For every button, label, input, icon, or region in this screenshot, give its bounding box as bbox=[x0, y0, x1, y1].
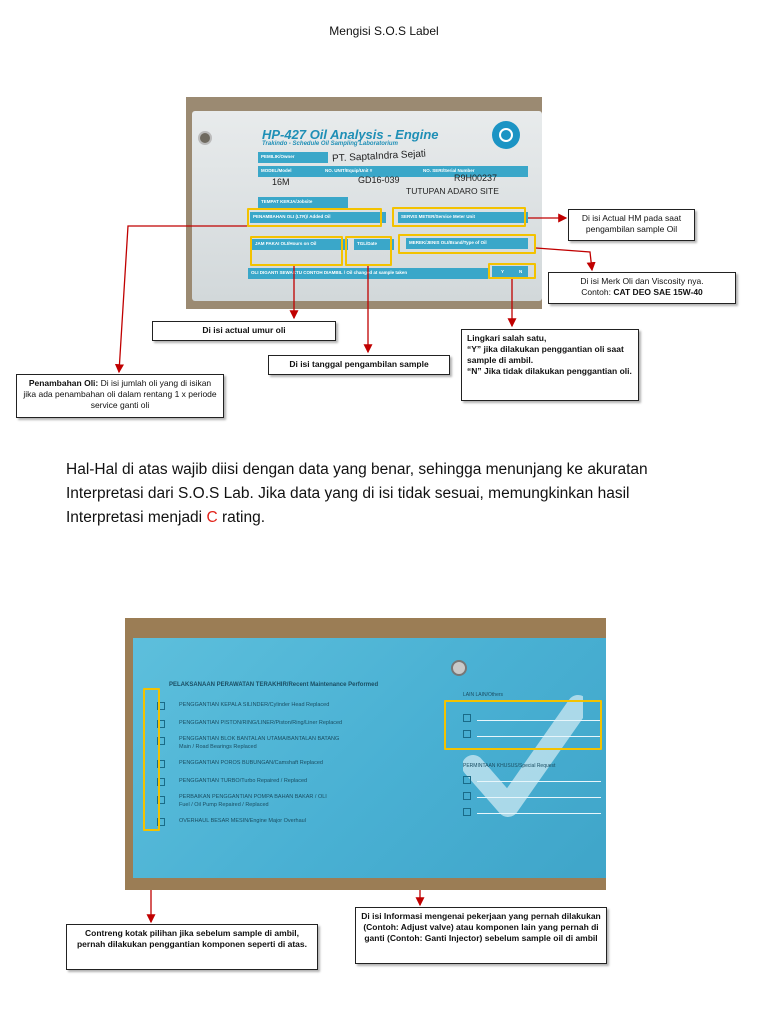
unit-value: GD16-039 bbox=[358, 175, 400, 185]
model-unit-serial-strip: MODEL/Model NO. UNIT/Equip/Unit # NO. SERI/Serial Number bbox=[258, 166, 528, 177]
owner-label-strip: PEMILIK/Owner bbox=[258, 152, 328, 163]
page-title: Mengisi S.O.S Label bbox=[329, 24, 439, 38]
added-oil-strip: PENAMBAHAN OLI (LTR)/ Added Oil bbox=[250, 212, 386, 223]
site-label-strip: TEMPAT KERJA/Jobsite bbox=[258, 197, 348, 208]
maintenance-item-6: PERBAIKAN PENGGANTIAN POMPA BAHAN BAKAR / OLI bbox=[179, 794, 327, 800]
tag-grommet bbox=[451, 660, 467, 676]
callout-hm: Di isi Actual HM pada saat pengambilan sample Oil bbox=[568, 209, 695, 241]
model-value: 16M bbox=[272, 177, 290, 187]
tag-subtitle: Trakindo - Schedule Oil Sampling Laboratorium bbox=[262, 141, 398, 147]
site-value: TUTUPAN ADARO SITE bbox=[406, 186, 499, 196]
callout-checkbox: Contreng kotak pilihan jika sebelum sample di ambil, pernah dilakukan penggantian komponen seperti di atas. bbox=[66, 924, 318, 970]
maintenance-item-2: PENGGANTIAN PISTON/RING/LINER/Piston/Ring/Liner Replaced bbox=[179, 720, 343, 726]
sample-tag-back bbox=[133, 638, 606, 878]
oil-brand-highlight bbox=[398, 234, 536, 254]
special-line-2 bbox=[477, 797, 601, 798]
callout-added-oil: Penambahan Oli: Di isi jumlah oli yang di isikan jika ada penambahan oli dalam rentang 1 x periode service ganti oli bbox=[16, 374, 224, 418]
yn-highlight bbox=[488, 263, 536, 279]
special-checkbox-2[interactable] bbox=[463, 792, 471, 800]
tag-title: HP-427 Oil Analysis - Engine bbox=[262, 127, 439, 142]
arrow-brand bbox=[536, 248, 592, 270]
service-meter-strip: SERVIS METER/Service Meter Unit bbox=[398, 212, 528, 223]
maintenance-item-3-sub: Main / Road Bearings Replaced bbox=[179, 744, 257, 750]
service-meter-highlight bbox=[392, 207, 526, 227]
maintenance-item-6-sub: Fuel / Oil Pump Repaired / Replaced bbox=[179, 802, 269, 808]
callout-oil-changed: Lingkari salah satu, “Y” jika dilakukan penggantian oli saat sample di ambil. “N” Jika tidak dilakukan penggantian oli. bbox=[461, 329, 639, 401]
oil-brand-strip: MEREK/JENIS OLI/Brand/Type of Oil bbox=[406, 238, 528, 249]
date-strip: TGL/Date bbox=[354, 239, 394, 250]
c-rating-highlight: C bbox=[206, 509, 218, 526]
tag-hole bbox=[198, 131, 212, 145]
others-label: LAIN LAIN/Others bbox=[463, 692, 504, 698]
checkbox-column-highlight bbox=[143, 688, 160, 831]
maintenance-item-7: OVERHAUL BESAR MESIN/Engine Major Overhaul bbox=[179, 818, 306, 824]
maintenance-item-1: PENGGANTIAN KEPALA SILINDER/Cylinder Head Replaced bbox=[179, 702, 330, 708]
tag-back-photo bbox=[125, 618, 606, 890]
special-checkbox-1[interactable] bbox=[463, 776, 471, 784]
special-checkbox-3[interactable] bbox=[463, 808, 471, 816]
serial-value: R9H00237 bbox=[454, 173, 498, 183]
maintenance-item-4: PENGGANTIAN POROS BUBUNGAN/Camshaft Replaced bbox=[179, 760, 323, 766]
maintenance-item-5: PENGGANTIAN TURBO/Turbo Repaired / Replaced bbox=[179, 778, 308, 784]
date-highlight bbox=[345, 236, 392, 266]
callout-other-info: Di isi Informasi mengenai pekerjaan yang pernah dilakukan (Contoh: Adjust valve) atau komponen lain yang pernah di ganti (Contoh: Ganti Injector) sebelum sample oil di ambil bbox=[355, 907, 607, 964]
callout-sample-date: Di isi tanggal pengambilan sample bbox=[268, 355, 450, 375]
oil-changed-strip: OLI DIGANTI SEWAKTU CONTOH DIAMBIL / Oil changed at sample taken bbox=[248, 268, 488, 279]
special-line-1 bbox=[477, 781, 601, 782]
oil-hours-strip: JAM PAKAI OLI/Hours on Oil bbox=[252, 239, 348, 250]
maintenance-header: PELAKSANAAN PERAWATAN TERAKHIR/Recent Maintenance Performed bbox=[169, 682, 379, 688]
added-oil-highlight bbox=[247, 208, 382, 227]
others-highlight bbox=[444, 700, 602, 750]
yn-strip: Y N bbox=[492, 266, 528, 279]
special-request-label: PERMINTAAN KHUSUS/Special Request bbox=[463, 763, 556, 769]
owner-value: PT. SaptaIndra Sejati bbox=[331, 148, 427, 165]
oil-hours-highlight bbox=[250, 236, 343, 266]
maintenance-item-3: PENGGANTIAN BLOK BANTALAN UTAMA/BANTALAN BATANG bbox=[179, 736, 340, 742]
callout-oil-brand: Di isi Merk Oli dan Viscosity nya. Contoh: CAT DEO SAE 15W-40 bbox=[548, 272, 736, 304]
special-line-3 bbox=[477, 813, 601, 814]
callout-oil-age: Di isi actual umur oli bbox=[152, 321, 336, 341]
logo-icon bbox=[492, 121, 520, 149]
instruction-paragraph: Hal-Hal di atas wajib diisi dengan data yang benar, sehingga menunjang ke akuratan Interpretasi dari S.O.S Lab. Jika data yang di isi tidak sesuai, memungkinkan hasil Interpretasi menjadi C rating. bbox=[66, 461, 648, 526]
